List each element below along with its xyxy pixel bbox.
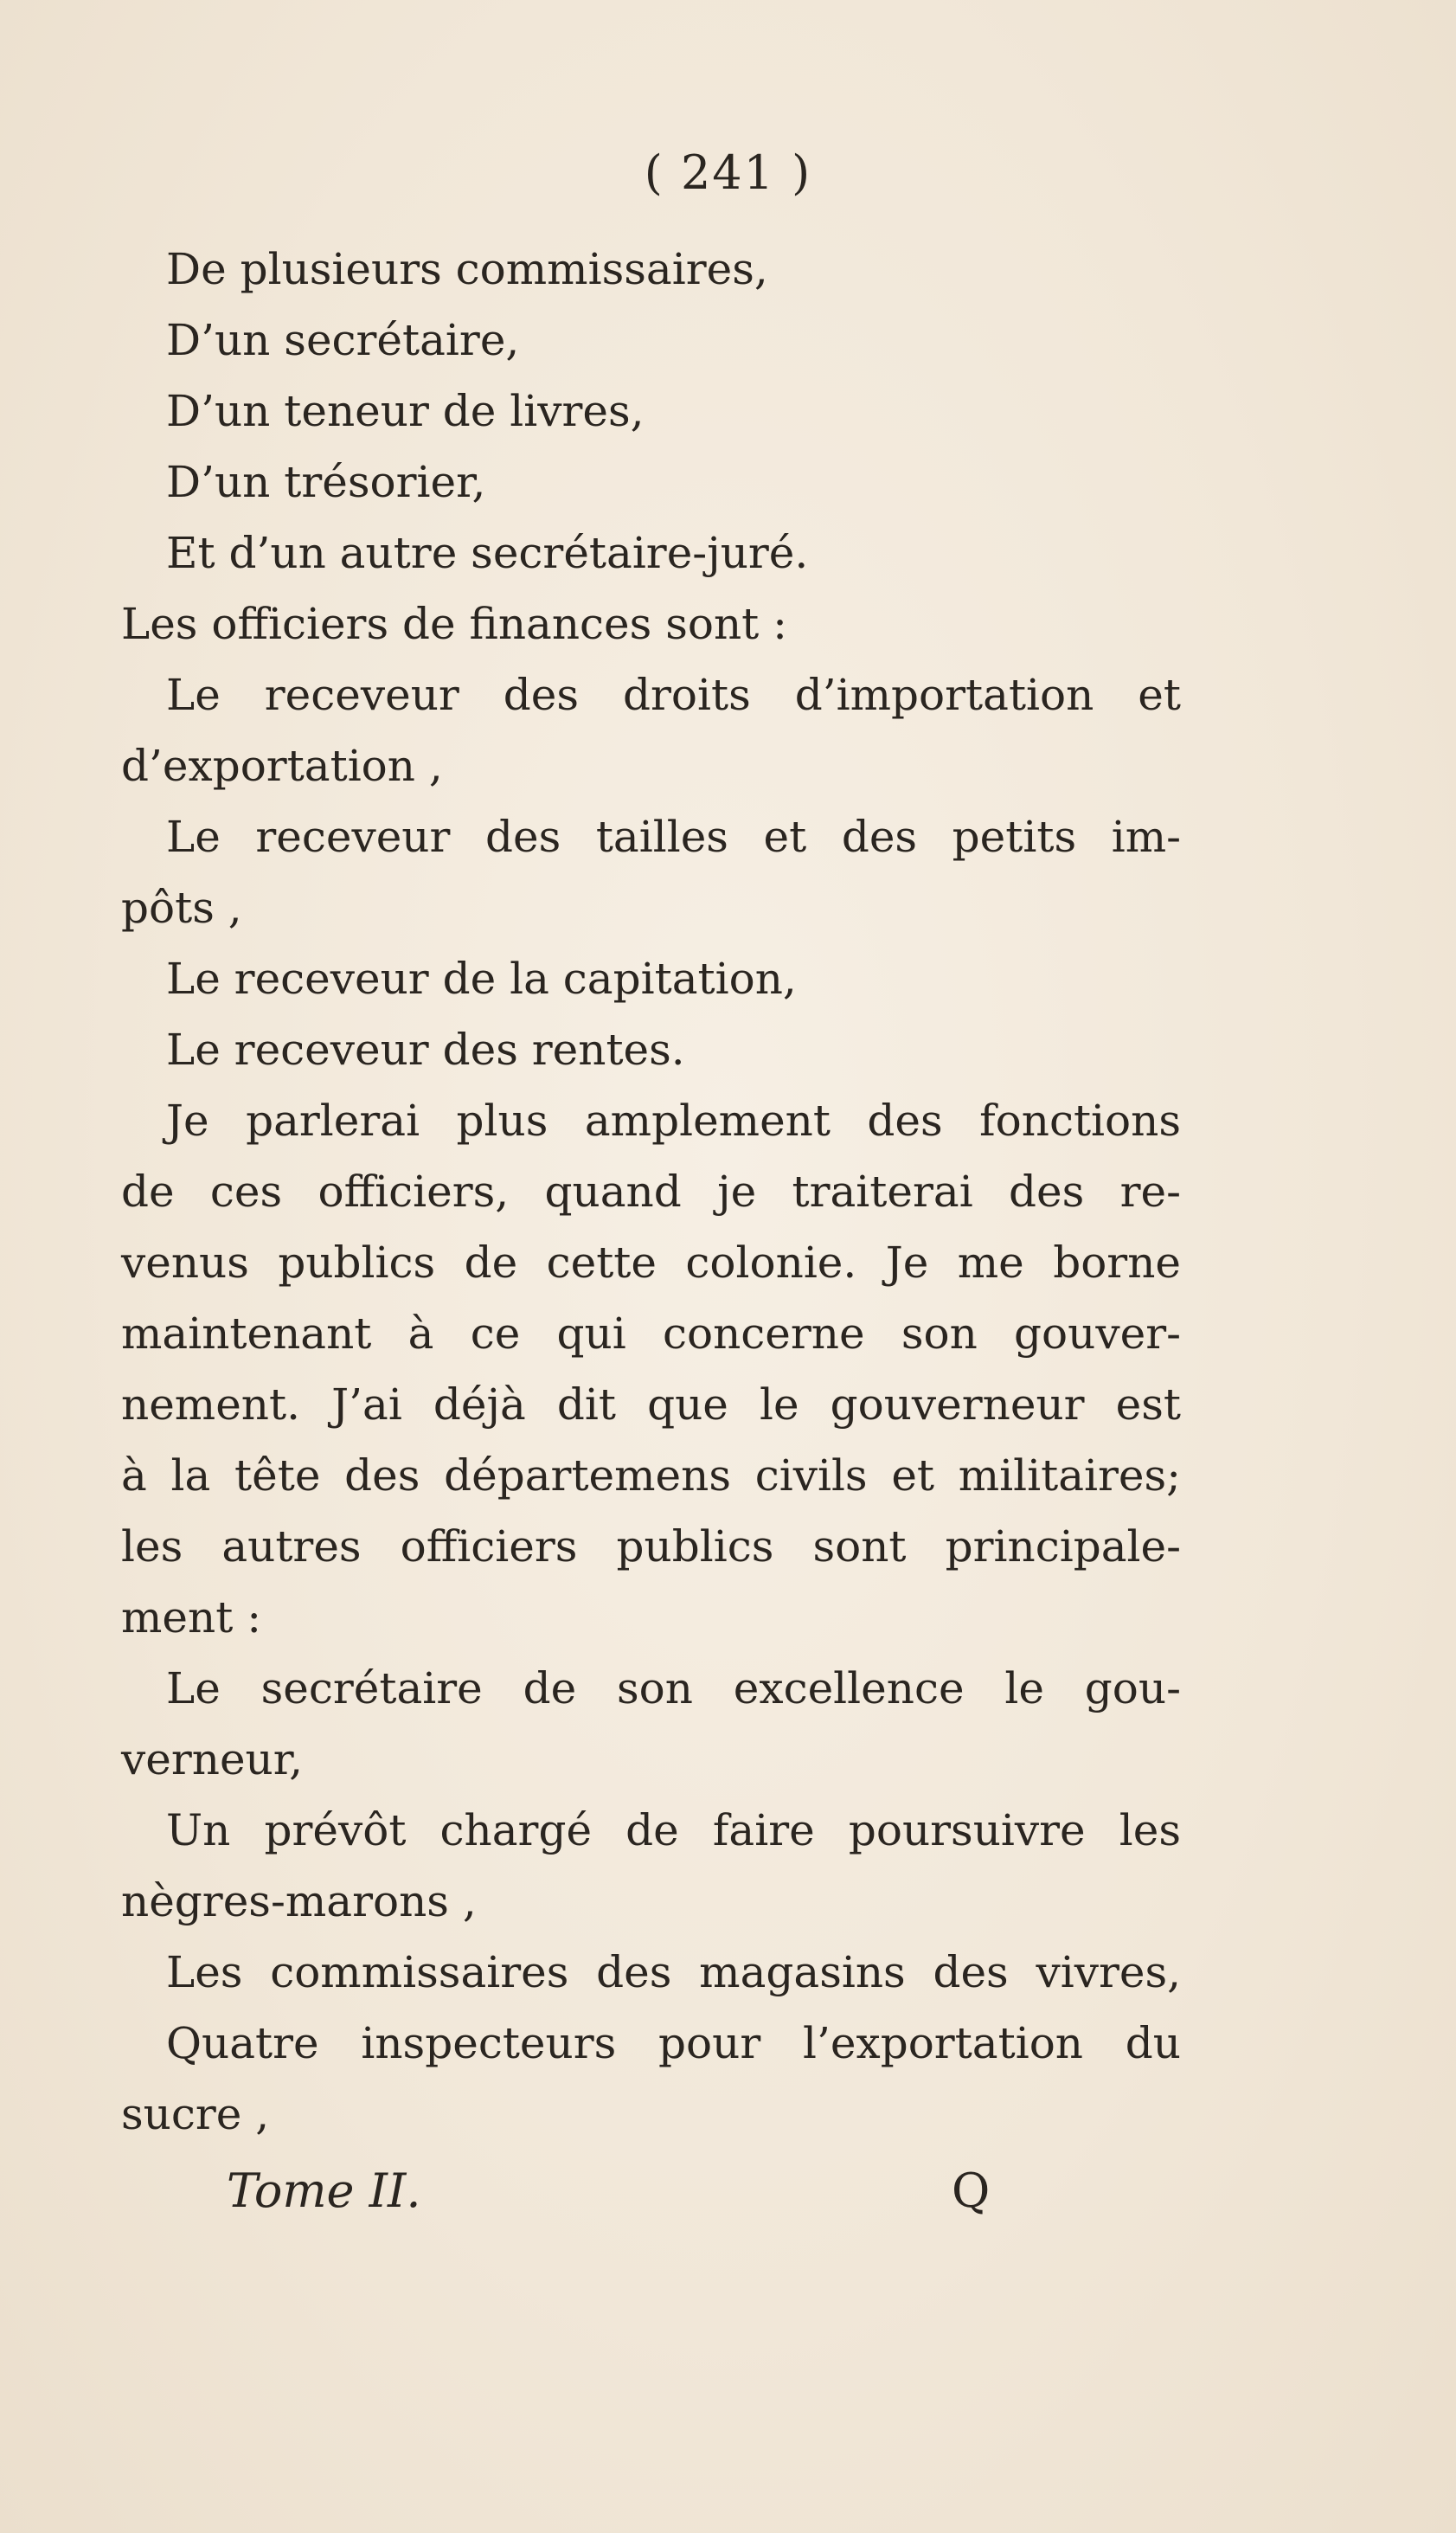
- text-line: D’un teneur de livres,: [166, 386, 645, 436]
- text-line: Le receveur des tailles et des petits im-: [166, 812, 1181, 862]
- volume-label: Tome II.: [227, 2163, 421, 2218]
- text-line: Quatre inspecteurs pour l’exportation du: [166, 2018, 1181, 2068]
- text-line: De plusieurs commissaires,: [166, 244, 768, 294]
- text-line: pôts ,: [121, 883, 242, 933]
- text-line: Un prévôt chargé de faire poursuivre les: [166, 1805, 1181, 1855]
- text-line: D’un secrétaire,: [166, 315, 520, 365]
- text-line: d’exportation ,: [121, 741, 443, 791]
- text-line: de ces officiers, quand je traiterai des re-: [121, 1167, 1181, 1217]
- text-line: les autres officiers publics sont principale-: [121, 1521, 1181, 1572]
- body-text: [121, 234, 1181, 2150]
- text-line: Le receveur des rentes.: [166, 1025, 685, 1075]
- text-line: Le secrétaire de son excellence le gou-: [166, 1663, 1181, 1713]
- text-line: verneur,: [121, 1734, 304, 1784]
- text-line: venus publics de cette colonie. Je me borne: [121, 1238, 1181, 1288]
- text-line: Je parlerai plus amplement des fonctions: [166, 1096, 1181, 1146]
- text-line: Et d’un autre secrétaire-juré.: [166, 528, 809, 578]
- text-line: nègres-marons ,: [121, 1876, 477, 1926]
- text-line: D’un trésorier,: [166, 457, 486, 507]
- text-line: nement. J’ai déjà dit que le gouverneur est: [121, 1379, 1181, 1430]
- text-line: sucre ,: [121, 2089, 270, 2139]
- page-number: ( 241 ): [644, 145, 812, 200]
- text-line: Le receveur des droits d’importation et: [166, 670, 1181, 720]
- signature-mark: Q: [952, 2163, 991, 2218]
- text-line: Les commissaires des magasins des vivres,: [166, 1947, 1181, 1997]
- text-line: Les officiers de finances sont :: [121, 599, 787, 649]
- text-line: maintenant à ce qui concerne son gouver-: [121, 1308, 1181, 1359]
- text-line: ment :: [121, 1592, 262, 1643]
- text-line: Le receveur de la capitation,: [166, 954, 797, 1004]
- text-line: à la tête des départemens civils et militaires;: [121, 1450, 1181, 1501]
